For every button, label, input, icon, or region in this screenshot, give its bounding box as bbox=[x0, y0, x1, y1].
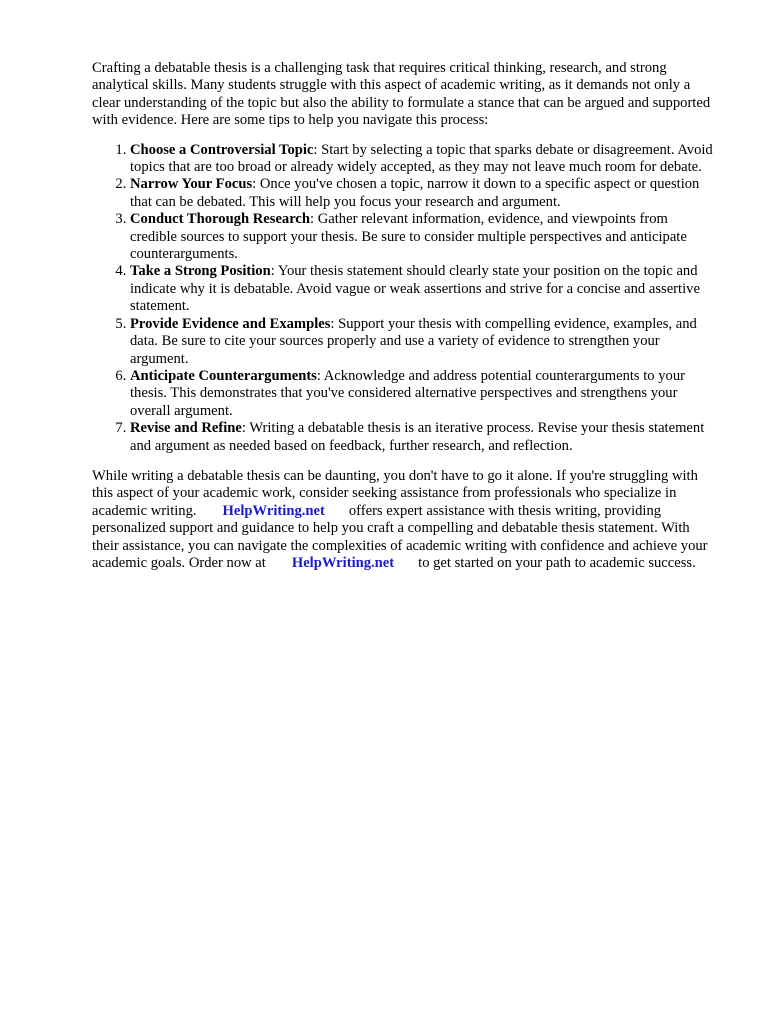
intro-paragraph: Crafting a debatable thesis is a challenging task that requires critical thinking, research, and strong analytical skills. Many students struggle with this aspect of academic writing, as it demands not only a clear understanding of the topic but also the ability to formulate a stance that can be argued and supported with evidence. Here are some tips to help you navigate this process: bbox=[92, 60, 711, 129]
closing-text-2: offers expert assistance with thesis writing, providing personalized support and guidance to help you craft a compelling and debatable thesis statement. With their assistance, you can navigate the complexities of academic writing with confidence and achieve your academic goals. Order now at bbox=[92, 502, 708, 571]
tip-title: Anticipate Counterarguments bbox=[130, 367, 317, 384]
tip-title: Narrow Your Focus bbox=[130, 176, 253, 193]
tip-item-6 bbox=[130, 368, 718, 420]
tip-item-2 bbox=[130, 176, 718, 211]
closing-text-3: to get started on your path to academic success. bbox=[418, 554, 696, 571]
tip-item-7 bbox=[130, 420, 718, 455]
tip-text: : Acknowledge and address potential counterarguments to your thesis. This demonstrates that you've considered alternative perspectives and strengthens your overall argument. bbox=[130, 367, 686, 419]
helpwriting-link-2[interactable]: HelpWriting.net bbox=[291, 554, 395, 571]
closing-text-1: While writing a debatable thesis can be daunting, you don't have to go it alone. If you're struggling with this aspect of your academic work, consider seeking assistance from professionals who specialize in academic writing. bbox=[92, 467, 698, 519]
tip-item-1 bbox=[130, 142, 718, 177]
tip-title: Take a Strong Position bbox=[130, 263, 271, 280]
helpwriting-link-1[interactable]: HelpWriting.net bbox=[222, 502, 325, 519]
tip-item-4 bbox=[130, 263, 718, 315]
closing-paragraph bbox=[92, 468, 718, 572]
tip-text: : Start by selecting a topic that sparks debate or disagreement. Avoid topics that are too broad or already widely accepted, as they may not leave much room for debate. bbox=[130, 141, 713, 176]
tip-item-5 bbox=[130, 316, 718, 368]
tip-text: : Once you've chosen a topic, narrow it down to a specific aspect or question that can be debated. This will help you focus your research and argument. bbox=[130, 176, 700, 210]
tip-title: Choose a Controversial Topic bbox=[130, 141, 314, 158]
tip-text: : Your thesis statement should clearly state your position on the topic and indicate why it is debatable. Avoid vague or weak assertions and strive for a concise and assertive statement. bbox=[130, 263, 700, 315]
tip-title: Provide Evidence and Examples bbox=[130, 315, 331, 332]
tip-text: : Gather relevant information, evidence, and viewpoints from credible sources to support your thesis. Be sure to consider multiple perspectives and anticipate counterarguments. bbox=[130, 211, 687, 263]
tip-title: Conduct Thorough Research bbox=[130, 211, 311, 228]
tip-text: : Support your thesis with compelling evidence, examples, and data. Be sure to cite your sources properly and use a variety of evidence to strengthen your argument. bbox=[130, 315, 697, 367]
tips-list bbox=[92, 142, 718, 455]
tip-text: : Writing a debatable thesis is an iterative process. Revise your thesis statement and argument as needed based on feedback, further research, and reflection. bbox=[130, 420, 705, 454]
document-page bbox=[92, 60, 718, 572]
tip-item-3 bbox=[130, 211, 718, 263]
tip-title: Revise and Refine bbox=[130, 420, 242, 437]
